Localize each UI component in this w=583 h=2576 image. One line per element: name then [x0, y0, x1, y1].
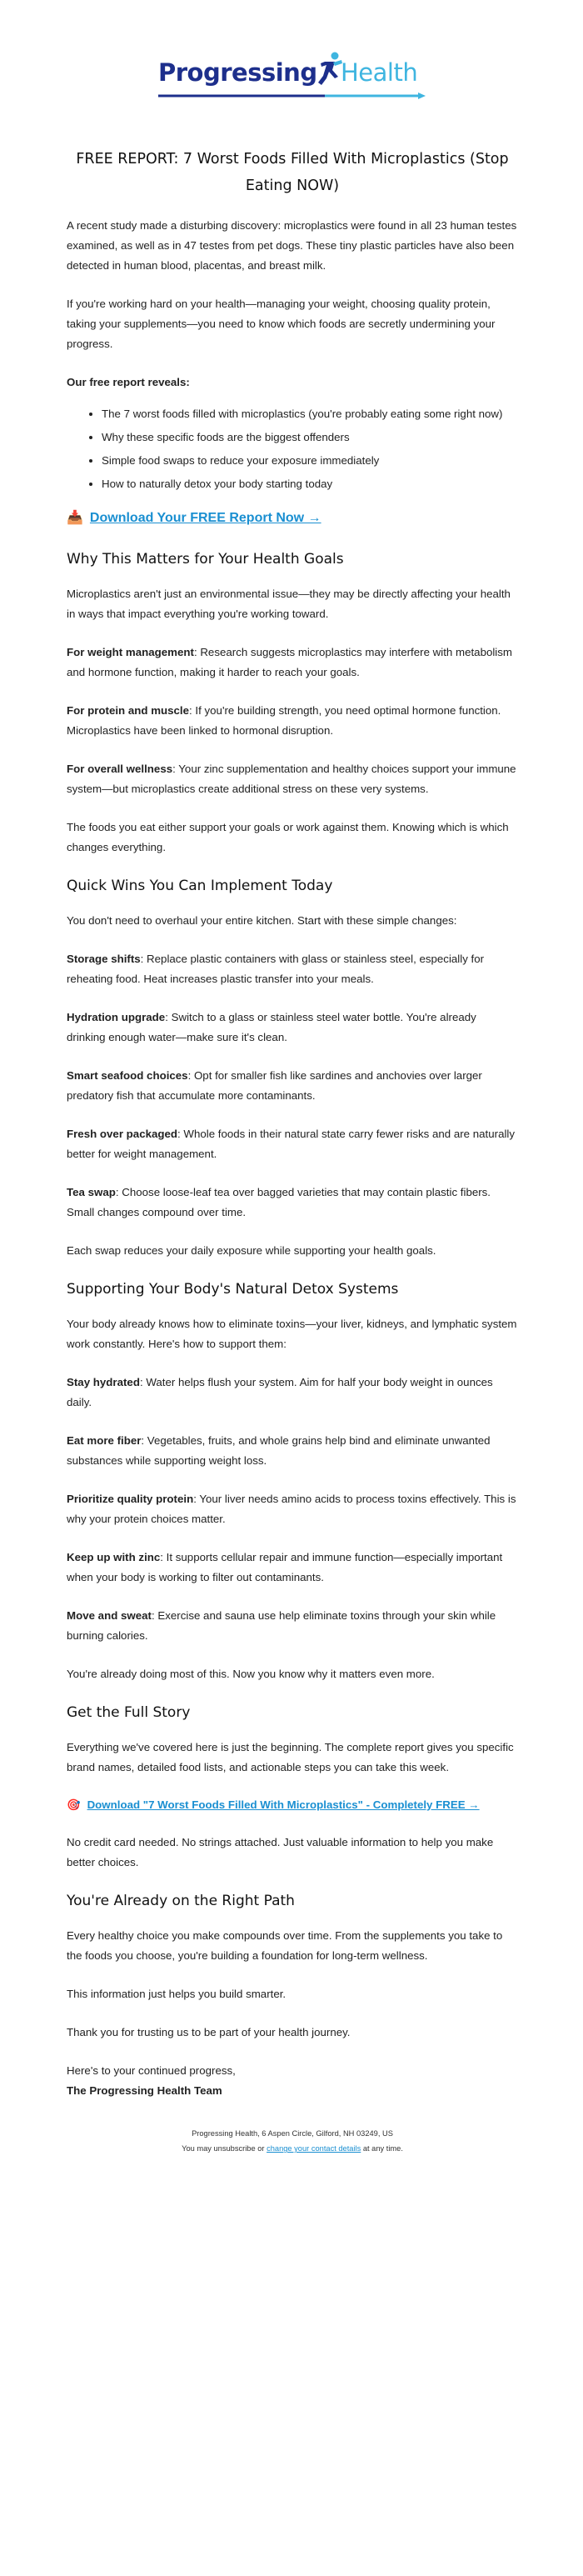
detox-item-protein: Prioritize quality protein: Your liver needs amino acids to process toxins effectively. This is why your protein choices matter. — [67, 1493, 516, 1525]
quick-item-hydration: Hydration upgrade: Switch to a glass or stainless steel water bottle. You're already drinking enough water—make sure it's clean. — [67, 1011, 476, 1043]
change-contact-details-link[interactable]: change your contact details — [267, 2144, 361, 2153]
quick-outro: Each swap reduces your daily exposure while supporting your health goals. — [67, 1244, 436, 1257]
inbox-tray-icon: 📥 — [67, 511, 83, 525]
section-heading-why: Why This Matters for Your Health Goals — [67, 551, 344, 568]
section-heading-quick-wins: Quick Wins You Can Implement Today — [67, 878, 333, 894]
download-report-link[interactable] — [67, 509, 518, 528]
brand-logo — [67, 0, 518, 146]
detox-item-hydrated: Stay hydrated: Water helps flush your system. Aim for half your body weight in ounces daily. — [67, 1376, 493, 1408]
path-paragraph-3: Thank you for trusting us to be part of your health journey. — [67, 2026, 351, 2038]
footer-unsubscribe: You may unsubscribe or change your contact details at any time. — [182, 2144, 403, 2153]
logo-text-health: Health — [341, 58, 418, 87]
footer-address: Progressing Health, 6 Aspen Circle, Gilford, NH 03249, US — [192, 2129, 393, 2138]
download-full-report-label: Download "7 Worst Foods Filled With Microplastics" - Completely FREE → — [87, 1798, 480, 1811]
intro-paragraph-2: If you're working hard on your health—managing your weight, choosing quality protein, taking your supplements—you need to know which foods are secretly undermining your progress. — [67, 298, 496, 350]
intro-paragraph-1: A recent study made a disturbing discovery: microplastics were found in all 23 human testes examined, as well as in 47 testes from pet dogs. These tiny plastic particles have also been detected in human blood, placentas, and breast milk. — [67, 219, 517, 272]
logo-underline — [158, 92, 426, 100]
why-item-weight: For weight management: Research suggests microplastics may interfere with metabolism and hormone function, making it harder to reach your goals. — [67, 646, 512, 678]
list-item: • The 7 worst foods filled with microplastics (you're probably eating some right now) — [102, 404, 518, 424]
reveals-heading: Our free report reveals: — [67, 376, 190, 388]
list-item: • Why these specific foods are the biggest offenders — [102, 428, 518, 448]
list-item: • How to naturally detox your body starting today — [102, 474, 518, 494]
download-report-label: Download Your FREE Report Now → — [89, 511, 321, 525]
path-paragraph-1: Every healthy choice you make compounds over time. From the supplements you take to the foods you choose, you're building a foundation for long-term wellness. — [67, 1929, 503, 1962]
quick-intro: You don't need to overhaul your entire kitchen. Start with these simple changes: — [67, 914, 457, 927]
signature: The Progressing Health Team — [67, 2084, 222, 2097]
story-intro: Everything we've covered here is just the beginning. The complete report gives you specific brand names, detailed food lists, and actionable steps you can take this week. — [67, 1741, 514, 1773]
section-heading-detox: Supporting Your Body's Natural Detox Systems — [67, 1281, 399, 1298]
path-paragraph-2: This information just helps you build smarter. — [67, 1988, 287, 2000]
detox-outro: You're already doing most of this. Now you know why it matters even more. — [67, 1668, 435, 1680]
closing-line: Here's to your continued progress, — [67, 2064, 236, 2077]
why-item-wellness: For overall wellness: Your zinc supplementation and healthy choices support your immune system—but microplastics create additional stress on these very systems. — [67, 763, 516, 795]
quick-item-fresh: Fresh over packaged: Whole foods in their natural state carry fewer risks and are naturally better for weight management. — [67, 1128, 516, 1160]
quick-item-tea: Tea swap: Choose loose-leaf tea over bagged varieties that may contain plastic fibers. Small changes compound over time. — [67, 1186, 491, 1218]
detox-item-fiber: Eat more fiber: Vegetables, fruits, and whole grains help bind and eliminate unwanted substances while supporting weight loss. — [67, 1434, 491, 1467]
quick-item-seafood: Smart seafood choices: Opt for smaller fish like sardines and anchovies over larger predatory fish that accumulate more contaminants. — [67, 1069, 482, 1102]
logo-text-progressing: Progressing — [158, 58, 317, 87]
quick-item-storage: Storage shifts: Replace plastic containers with glass or stainless steel, especially for reheating food. Heat increases plastic transfer into your meals. — [67, 953, 485, 985]
target-icon: 🎯 — [67, 1798, 81, 1811]
detox-intro: Your body already knows how to eliminate toxins—your liver, kidneys, and lymphatic system work constantly. Here's how to support them: — [67, 1318, 517, 1350]
download-full-report-link[interactable] — [67, 1796, 518, 1814]
why-outro: The foods you eat either support your goals or work against them. Knowing which is which changes everything. — [67, 821, 509, 853]
story-outro: No credit card needed. No strings attached. Just valuable information to help you make better choices. — [67, 1836, 494, 1868]
section-heading-full-story: Get the Full Story — [67, 1704, 191, 1721]
detox-item-sweat: Move and sweat: Exercise and sauna use help eliminate toxins through your skin while burning calories. — [67, 1609, 496, 1642]
section-heading-right-path: You're Already on the Right Path — [67, 1893, 295, 1909]
why-intro: Microplastics aren't just an environmental issue—they may be directly affecting your health in ways that impact everything you're working toward. — [67, 588, 511, 620]
list-item: • Simple food swaps to reduce your exposure immediately — [102, 451, 518, 471]
email-footer — [67, 2101, 518, 2198]
detox-item-zinc: Keep up with zinc: It supports cellular repair and immune function—especially important when your body is working to filter out contaminants. — [67, 1551, 503, 1583]
why-item-protein: For protein and muscle: If you're building strength, you need optimal hormone function. Microplastics have been linked to hormonal disruption. — [67, 704, 501, 737]
report-title: FREE REPORT: 7 Worst Foods Filled With Microplastics (Stop Eating NOW) — [76, 151, 509, 194]
reveals-list — [67, 404, 518, 494]
